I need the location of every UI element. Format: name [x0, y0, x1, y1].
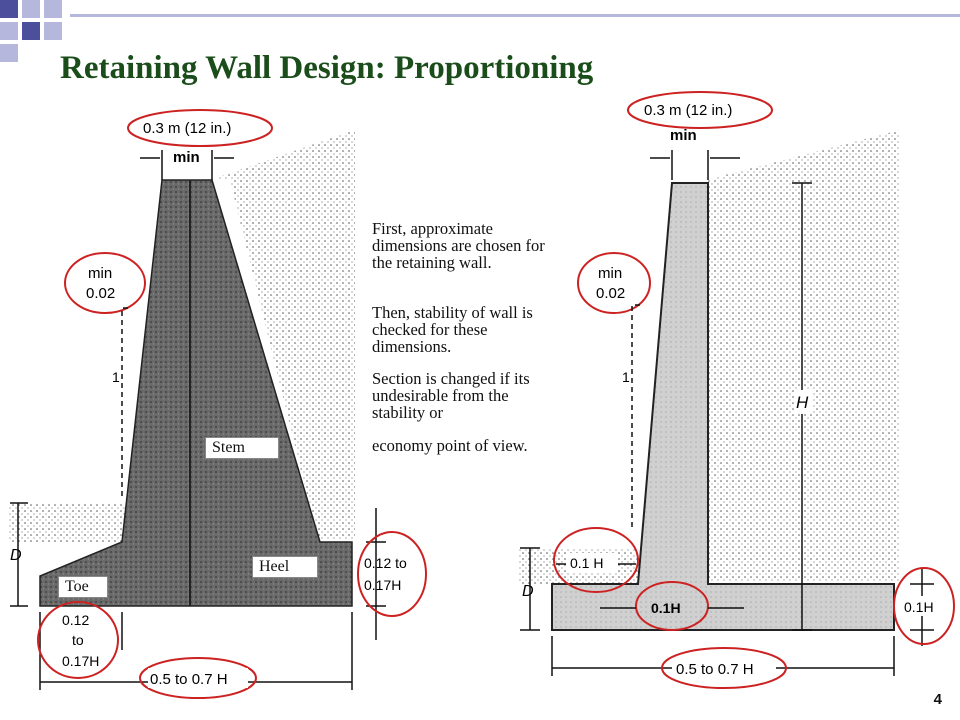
right-batter-ratio: 0.02	[596, 285, 626, 302]
left-base-thickness-2: 0.17H	[364, 577, 402, 593]
note-then: Then, stability of wall is checked for these dimensions.	[372, 303, 533, 356]
highlight-circle	[578, 253, 650, 313]
deco-square	[22, 22, 40, 40]
toe-soil	[8, 503, 128, 543]
left-top-width: 0.3 m (12 in.)	[143, 120, 232, 137]
left-batter-min: min	[88, 265, 113, 282]
page-number: 4	[933, 691, 942, 708]
left-base-width: 0.5 to 0.7 H	[150, 671, 228, 688]
left-batter-one: 1	[112, 369, 120, 385]
deco-square	[0, 0, 18, 18]
left-top-min: min	[173, 149, 200, 166]
right-toe-width: 0.1 H	[570, 555, 604, 571]
left-base-thickness-1: 0.12 to	[364, 555, 407, 571]
left-toe-2: to	[72, 632, 84, 648]
right-stem-base: 0.1H	[651, 600, 681, 616]
highlight-circle	[65, 253, 145, 313]
toe-label: Toe	[58, 576, 108, 598]
heel-label: Heel	[252, 556, 318, 578]
top-rule	[70, 14, 960, 17]
note-section: Section is changed if its undesirable from the stability or	[372, 369, 530, 422]
note-economy: economy point of view.	[372, 436, 528, 455]
left-toe-1: 0.12	[62, 612, 90, 628]
deco-square	[44, 22, 62, 40]
note-first: First, approximate dimensions are chosen for the retaining wall.	[372, 219, 545, 272]
deco-square	[44, 0, 62, 18]
right-top-min: min	[670, 127, 697, 144]
deco-square	[0, 22, 18, 40]
right-top-width: 0.3 m (12 in.)	[644, 102, 733, 119]
slide-title: Retaining Wall Design: Proportioning	[60, 50, 594, 86]
right-depth-label: D	[522, 583, 534, 600]
left-toe-3: 0.17H	[62, 653, 100, 669]
stem-label: Stem	[205, 437, 279, 459]
deco-square	[0, 44, 18, 62]
right-batter-min: min	[598, 265, 623, 282]
right-batter-one: 1	[622, 369, 630, 385]
highlight-circle	[358, 532, 426, 616]
right-wall-diagram	[500, 90, 960, 700]
backfill-soil	[706, 130, 900, 582]
right-height-label: H	[796, 393, 809, 412]
left-depth-label: D	[10, 547, 22, 564]
left-batter-ratio: 0.02	[86, 285, 116, 302]
deco-square	[22, 0, 40, 18]
right-base-thickness: 0.1H	[904, 599, 934, 615]
right-base-width: 0.5 to 0.7 H	[676, 661, 754, 678]
